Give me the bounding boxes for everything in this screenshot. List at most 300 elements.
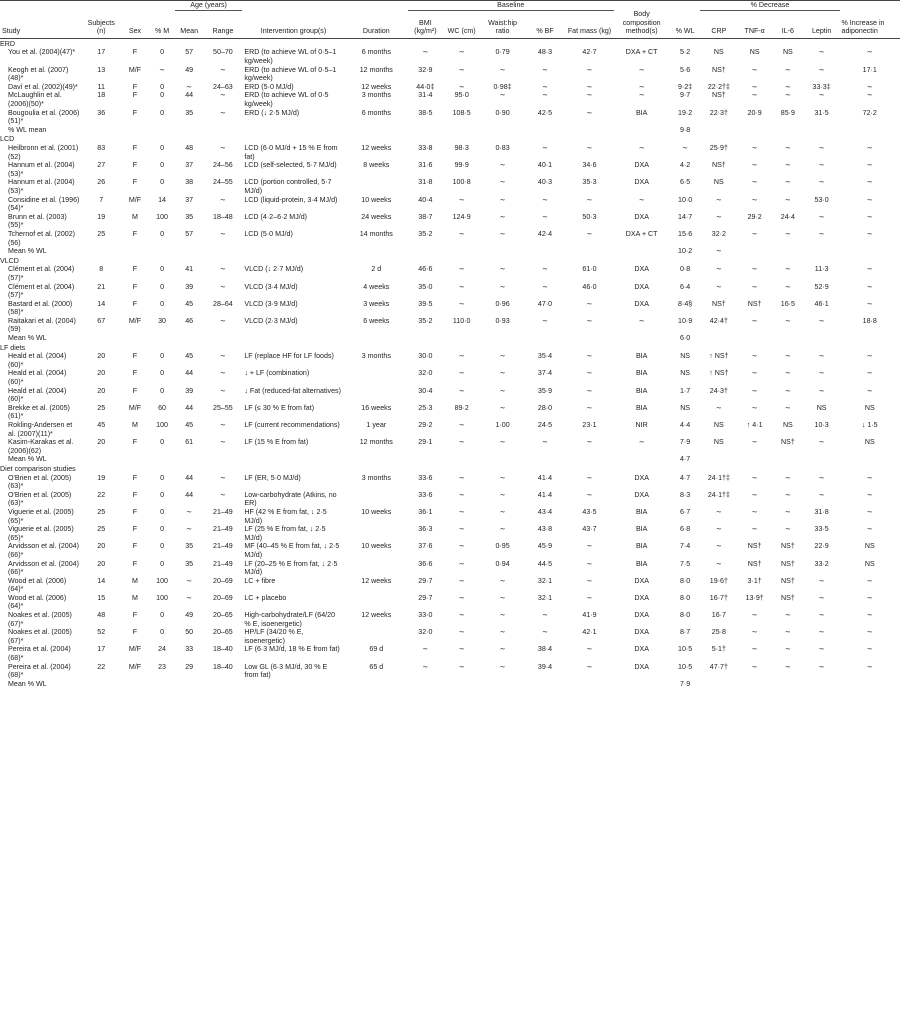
table-cell: ∼ bbox=[784, 265, 791, 274]
table-cell: DXA + CT bbox=[625, 48, 658, 57]
table-cell: 20 bbox=[97, 386, 106, 395]
table-cell: 0 bbox=[160, 108, 165, 117]
table-cell: 33 bbox=[185, 645, 194, 654]
table-cell: M bbox=[132, 576, 138, 585]
table-row bbox=[0, 438, 900, 455]
table-cell: 50·3 bbox=[582, 212, 597, 221]
table-cell: 41 bbox=[185, 265, 194, 274]
table-cell: F bbox=[132, 525, 138, 534]
table-cell: 44·0‡ bbox=[416, 82, 435, 91]
col-fat-mass: Fat mass (kg) bbox=[565, 10, 613, 38]
table-cell: 38 bbox=[185, 178, 194, 187]
table-cell: 10 weeks bbox=[361, 542, 392, 551]
table-cell: 45·9 bbox=[537, 542, 553, 551]
table-cell: 45 bbox=[97, 421, 106, 429]
table-cell: ∼ bbox=[422, 662, 429, 671]
table-cell: ∼ bbox=[458, 593, 465, 602]
table-cell: ∼ bbox=[751, 369, 758, 378]
table-cell: 10 weeks bbox=[361, 507, 392, 516]
table-cell: ∼ bbox=[751, 662, 758, 671]
table-cell: 72·2 bbox=[862, 108, 877, 117]
table-body bbox=[0, 38, 900, 688]
table-cell: 124·9 bbox=[452, 212, 471, 221]
table-cell: F bbox=[132, 507, 138, 516]
table-cell: M bbox=[132, 212, 138, 221]
table-cell: 6 months bbox=[361, 108, 391, 117]
table-cell: You et al. (2004)(47)* bbox=[8, 48, 76, 57]
table-cell: 21–49 bbox=[213, 542, 233, 551]
table-cell: 8·0 bbox=[679, 593, 691, 602]
table-cell: ∼ bbox=[784, 507, 791, 516]
table-cell: ∼ bbox=[818, 144, 825, 152]
table-cell: LF (25 % E from fat, ↓ 2·5 MJ/d) bbox=[244, 525, 326, 542]
table-cell: LF (≤ 30 % E from fat) bbox=[244, 403, 315, 412]
table-cell: 0 bbox=[160, 144, 165, 152]
table-cell: F bbox=[132, 229, 138, 238]
table-row bbox=[0, 369, 900, 386]
table-cell: ∼ bbox=[458, 386, 465, 395]
table-cell: 61·0 bbox=[582, 265, 597, 274]
table-cell: 44 bbox=[185, 473, 194, 482]
table-row bbox=[0, 109, 900, 126]
col-body-composition: Body composition method(s) bbox=[614, 10, 670, 38]
table-cell: ∼ bbox=[586, 645, 593, 654]
table-cell: 35 bbox=[185, 212, 194, 221]
table-cell: DXA bbox=[634, 299, 649, 308]
table-cell: ∼ bbox=[818, 576, 825, 585]
table-cell: 33·8 bbox=[418, 144, 433, 152]
table-row bbox=[0, 542, 900, 559]
table-cell: ∼ bbox=[638, 82, 645, 91]
table-cell: 41·9 bbox=[582, 611, 597, 620]
table-cell: ∼ bbox=[751, 178, 758, 187]
table-cell: 0 bbox=[160, 559, 165, 568]
table-cell: 60 bbox=[158, 403, 166, 412]
table-cell: ∼ bbox=[751, 490, 758, 499]
table-cell: NS† bbox=[711, 161, 726, 170]
table-cell: ∼ bbox=[751, 473, 758, 482]
table-cell: ∼ bbox=[458, 559, 465, 568]
col-duration: Duration bbox=[345, 10, 408, 38]
table-cell: Bougoulia et al. (2006)(51)* bbox=[8, 108, 80, 126]
table-cell: 19·6† bbox=[709, 576, 728, 585]
table-cell: ∼ bbox=[866, 48, 873, 57]
table-cell: 33·6 bbox=[418, 473, 433, 482]
table-cell: 44·5 bbox=[537, 559, 553, 568]
table-cell: 40·1 bbox=[537, 161, 553, 170]
table-cell: ∼ bbox=[751, 144, 758, 152]
table-cell: Davì et al. (2002)(49)* bbox=[8, 82, 78, 91]
table-cell: ∼ bbox=[219, 65, 226, 74]
col-age-range: Range bbox=[203, 10, 242, 38]
table-cell: 0 bbox=[160, 178, 165, 187]
table-cell: ∼ bbox=[499, 161, 506, 170]
table-cell: ∼ bbox=[866, 525, 873, 534]
table-cell: ∼ bbox=[219, 265, 226, 274]
table-cell: 46·1 bbox=[814, 299, 829, 308]
table-row bbox=[0, 387, 900, 404]
table-cell: NS† bbox=[780, 593, 795, 602]
table-cell: 42·1 bbox=[582, 628, 597, 637]
table-cell: 16·7 bbox=[711, 611, 726, 620]
table-cell: ∼ bbox=[499, 369, 506, 378]
table-cell: NS bbox=[749, 48, 760, 57]
table-cell: 30 bbox=[158, 316, 166, 325]
table-cell: Viguerie et al. (2005)(65)* bbox=[8, 525, 74, 542]
table-cell: 29·2 bbox=[418, 421, 433, 429]
table-cell: ∼ bbox=[458, 628, 465, 637]
table-cell: ∼ bbox=[784, 611, 791, 620]
table-cell: ∼ bbox=[715, 195, 722, 204]
table-cell: 0 bbox=[160, 369, 165, 378]
table-cell: ∼ bbox=[159, 65, 166, 74]
table-cell: 43·4 bbox=[537, 507, 553, 516]
table-cell: ∼ bbox=[751, 265, 758, 274]
table-cell: ∼ bbox=[866, 628, 873, 637]
table-cell: ∼ bbox=[458, 421, 465, 429]
table-cell: Pereira et al. (2004)(68)* bbox=[8, 662, 71, 680]
table-cell: F bbox=[132, 161, 138, 170]
table-cell: 20 bbox=[97, 542, 106, 551]
table-cell: ∼ bbox=[458, 490, 465, 499]
table-cell: F bbox=[132, 178, 138, 187]
table-cell: ∼ bbox=[458, 473, 465, 482]
table-cell: F bbox=[132, 82, 138, 91]
table-cell: Heald et al. (2004)(60)* bbox=[8, 369, 67, 387]
table-cell: 49 bbox=[185, 611, 194, 620]
table-cell: ∼ bbox=[458, 645, 465, 654]
table-cell: 10·5 bbox=[678, 662, 693, 671]
section-title: Diet comparison studies bbox=[0, 464, 76, 473]
table-cell: 36·6 bbox=[418, 559, 433, 568]
table-cell: ∼ bbox=[542, 195, 548, 204]
table-cell: 23·1 bbox=[582, 421, 597, 429]
table-cell: 35 bbox=[185, 108, 194, 117]
table-cell: 100 bbox=[156, 421, 168, 429]
table-cell: 25 bbox=[97, 507, 106, 516]
table-cell: NS† bbox=[747, 559, 762, 568]
table-cell: 20 bbox=[97, 438, 106, 447]
table-cell: 26 bbox=[97, 178, 106, 187]
table-cell: 41·4 bbox=[537, 490, 553, 499]
table-cell: 45 bbox=[185, 299, 194, 308]
table-cell: 108·5 bbox=[452, 108, 471, 117]
table-cell: HF (42 % E from fat, ↓ 2·5 MJ/d) bbox=[244, 507, 327, 525]
table-cell: ∼ bbox=[586, 593, 593, 602]
table-cell: 44 bbox=[185, 490, 194, 499]
table-cell: 39·5 bbox=[418, 299, 433, 308]
table-cell: 0 bbox=[160, 82, 165, 91]
table-cell: ∼ bbox=[458, 507, 465, 516]
table-cell: ∼ bbox=[784, 473, 791, 482]
table-cell bbox=[345, 628, 408, 645]
header-group-row bbox=[0, 1, 900, 11]
table-cell: Arvidsson et al. (2004)(66)* bbox=[8, 542, 79, 559]
table-cell: ∼ bbox=[542, 611, 548, 620]
table-cell: 29·7 bbox=[418, 576, 433, 585]
table-cell: ∼ bbox=[866, 593, 873, 602]
table-cell: 42·5 bbox=[537, 108, 553, 117]
table-cell: 0 bbox=[160, 91, 165, 100]
table-cell: Rokling-Andersen et al. (2007)(11)* bbox=[8, 421, 73, 438]
table-cell: 46·6 bbox=[418, 265, 433, 274]
table-cell: 69 d bbox=[369, 645, 384, 654]
col-intervention: Intervention group(s) bbox=[242, 10, 344, 38]
table-cell: ∼ bbox=[638, 195, 645, 204]
table-cell: 0 bbox=[160, 438, 165, 447]
table-cell: DXA bbox=[634, 593, 649, 602]
table-cell: 20 bbox=[97, 369, 106, 378]
table-cell: Hannum et al. (2004)(53)* bbox=[8, 178, 75, 195]
col-tnf: TNF-α bbox=[737, 10, 772, 38]
table-cell bbox=[345, 594, 408, 611]
col-age-mean: Mean bbox=[175, 10, 204, 38]
table-cell: ∼ bbox=[866, 82, 873, 91]
table-cell: ∼ bbox=[219, 195, 226, 204]
table-cell: F bbox=[132, 108, 138, 117]
table-cell: ∼ bbox=[542, 82, 548, 91]
table-cell: 100 bbox=[156, 593, 168, 602]
table-cell: ∼ bbox=[586, 229, 593, 238]
table-cell: ∼ bbox=[499, 65, 506, 74]
table-cell: ∼ bbox=[818, 593, 825, 602]
table-cell: NS† bbox=[780, 542, 795, 551]
table-cell: ∼ bbox=[542, 212, 548, 221]
table-cell: ∼ bbox=[458, 611, 465, 620]
table-cell: ↑ 4·1 bbox=[746, 421, 763, 429]
table-cell: 1 year bbox=[366, 421, 387, 429]
table-cell: ∼ bbox=[586, 144, 593, 152]
table-cell: 29·7 bbox=[418, 593, 433, 602]
table-cell: ∼ bbox=[866, 507, 873, 516]
table-cell: 41·4 bbox=[537, 473, 553, 482]
table-cell: ∼ bbox=[866, 299, 873, 308]
table-cell: F bbox=[132, 144, 138, 152]
table-cell: 12 weeks bbox=[361, 611, 392, 620]
table-cell: 6·4 bbox=[679, 282, 691, 291]
table-cell: NS bbox=[680, 369, 691, 378]
table-cell: LCD (portion controlled, 5·7 MJ/d) bbox=[244, 178, 332, 195]
table-cell: 18–40 bbox=[213, 645, 233, 654]
table-cell bbox=[345, 525, 408, 542]
col-crp: CRP bbox=[700, 10, 737, 38]
table-cell: 31·8 bbox=[814, 507, 829, 516]
table-cell: F bbox=[132, 369, 138, 378]
table-cell: 30·4 bbox=[418, 386, 433, 395]
table-cell: NS† bbox=[747, 299, 762, 308]
table-cell: 25 bbox=[97, 229, 106, 238]
table-cell: 6·8 bbox=[679, 525, 691, 534]
table-cell: ∼ bbox=[586, 438, 593, 447]
table-cell: ∼ bbox=[866, 178, 873, 187]
table-cell: 28·0 bbox=[537, 403, 553, 412]
table-cell: ∼ bbox=[818, 628, 825, 637]
table-cell: ∼ bbox=[784, 628, 791, 637]
table-cell: F bbox=[132, 299, 138, 308]
mean-value: 4·7 bbox=[679, 455, 691, 464]
table-cell: 10·9 bbox=[678, 316, 693, 325]
mean-label: Mean % WL bbox=[8, 679, 47, 688]
table-cell: ∼ bbox=[866, 229, 873, 238]
table-cell: 48 bbox=[97, 611, 106, 620]
table-cell: ∼ bbox=[586, 82, 593, 91]
table-cell: 100 bbox=[156, 212, 168, 221]
table-cell: ∼ bbox=[458, 48, 465, 57]
table-row bbox=[0, 66, 900, 83]
section-header bbox=[0, 134, 900, 144]
table-cell: Noakes et al. (2005)(67)* bbox=[8, 611, 72, 628]
table-cell: 3·1† bbox=[747, 576, 762, 585]
table-row bbox=[0, 48, 900, 65]
table-cell: ∼ bbox=[751, 161, 758, 170]
table-cell: ∼ bbox=[715, 265, 722, 274]
table-cell: ∼ bbox=[542, 316, 548, 325]
table-row bbox=[0, 283, 900, 300]
table-cell: 33·3‡ bbox=[812, 82, 831, 91]
table-cell: ↓ Fat (reduced-fat alternatives) bbox=[244, 386, 341, 395]
table-cell: 24·3† bbox=[709, 386, 728, 395]
table-cell: DXA bbox=[634, 490, 649, 499]
table-cell: 31·5 bbox=[814, 108, 829, 117]
table-cell: 48 bbox=[185, 144, 194, 152]
mean-extra bbox=[700, 334, 737, 343]
table-cell: 25·8 bbox=[711, 628, 726, 637]
table-cell: 24–56 bbox=[213, 161, 233, 170]
table-cell: ∼ bbox=[784, 195, 791, 204]
table-cell: BIA bbox=[635, 108, 648, 117]
table-cell: 44 bbox=[185, 91, 194, 100]
table-cell: ∼ bbox=[818, 645, 825, 654]
table-cell: Clément et al. (2004)(57)* bbox=[8, 265, 75, 282]
table-cell: 25–55 bbox=[213, 403, 233, 412]
table-cell: ∼ bbox=[458, 229, 465, 238]
table-cell: 12 months bbox=[359, 438, 393, 447]
table-cell: ∼ bbox=[818, 473, 825, 482]
table-cell bbox=[345, 491, 408, 508]
table-cell: Considine et al. (1996)(54)* bbox=[8, 195, 80, 213]
table-cell: F bbox=[132, 542, 138, 551]
table-cell: ∼ bbox=[499, 645, 506, 654]
table-cell: 43·8 bbox=[537, 525, 553, 534]
table-cell: 46 bbox=[185, 316, 194, 325]
table-cell: ∼ bbox=[751, 91, 758, 100]
table-cell: ∼ bbox=[751, 229, 758, 238]
table-cell: NS bbox=[864, 403, 875, 412]
table-cell: ∼ bbox=[751, 282, 758, 291]
table-cell: ∼ bbox=[818, 48, 825, 57]
table-cell: 43·5 bbox=[582, 507, 597, 516]
table-cell: 20 bbox=[97, 559, 106, 568]
table-cell: 35·9 bbox=[537, 386, 553, 395]
table-cell: ∼ bbox=[818, 65, 825, 74]
table-cell: 22 bbox=[97, 662, 106, 671]
table-cell: ∼ bbox=[638, 65, 645, 74]
table-cell: 0 bbox=[160, 525, 165, 534]
table-cell: 57 bbox=[185, 48, 194, 57]
table-cell: ∼ bbox=[638, 316, 645, 325]
table-cell: ↑ NS† bbox=[709, 369, 729, 378]
table-cell: LCD (4·2–6·2 MJ/d) bbox=[244, 212, 308, 221]
table-cell: F bbox=[132, 91, 138, 100]
table-cell: NS bbox=[713, 178, 724, 187]
table-cell: ∼ bbox=[866, 91, 873, 100]
table-cell: DXA bbox=[634, 611, 649, 620]
table-cell: Keogh et al. (2007)(48)* bbox=[8, 65, 69, 83]
table-cell: ∼ bbox=[866, 473, 873, 482]
table-cell: ∼ bbox=[784, 525, 791, 534]
table-cell: 21 bbox=[97, 282, 106, 291]
table-cell: 25 bbox=[97, 525, 106, 534]
table-row bbox=[0, 91, 900, 108]
table-cell: 0 bbox=[160, 352, 165, 361]
table-cell: 35·0 bbox=[418, 282, 433, 291]
table-cell: McLaughlin et al. (2006)(50)* bbox=[8, 91, 62, 109]
table-cell: 0·79 bbox=[495, 48, 510, 57]
table-cell: M/F bbox=[128, 65, 142, 74]
table-cell: ∼ bbox=[866, 386, 873, 395]
table-row bbox=[0, 352, 900, 369]
table-cell: F bbox=[132, 265, 138, 274]
mean-value: 6·0 bbox=[679, 334, 691, 343]
table-cell: 46·0 bbox=[582, 282, 597, 291]
table-cell: NS bbox=[864, 438, 875, 447]
age-group-header: Age (years) bbox=[175, 1, 243, 11]
table-cell: ∼ bbox=[586, 352, 593, 361]
table-cell: 48·3 bbox=[537, 48, 553, 57]
table-cell: 20–69 bbox=[213, 593, 233, 602]
baseline-group-header: Baseline bbox=[408, 1, 614, 11]
table-cell: Noakes et al. (2005)(67)* bbox=[8, 628, 72, 645]
table-cell: 1·7 bbox=[679, 386, 691, 395]
table-cell: ∼ bbox=[458, 282, 465, 291]
table-cell: 47·7† bbox=[709, 662, 728, 671]
table-cell: ∼ bbox=[499, 507, 506, 516]
table-cell bbox=[345, 369, 408, 386]
table-cell: 19 bbox=[97, 212, 106, 221]
col-il6: IL-6 bbox=[772, 10, 804, 38]
table-row bbox=[0, 645, 900, 662]
table-cell: ∼ bbox=[542, 628, 548, 637]
table-cell: ∼ bbox=[586, 559, 593, 568]
table-cell: Clément et al. (2004)(57)* bbox=[8, 282, 75, 300]
table-cell bbox=[345, 560, 408, 577]
table-cell: ∼ bbox=[499, 91, 506, 100]
table-cell: ∼ bbox=[751, 65, 758, 74]
table-cell: 0·83 bbox=[495, 144, 510, 152]
table-cell: 99·9 bbox=[454, 161, 469, 170]
table-cell: 12 weeks bbox=[361, 82, 392, 91]
table-cell: ∼ bbox=[458, 542, 465, 551]
table-cell: LCD (6·0 MJ/d + 15 % E from fat) bbox=[244, 144, 338, 161]
table-cell: DXA bbox=[634, 282, 649, 291]
table-cell: ∼ bbox=[542, 65, 548, 74]
table-cell: ∼ bbox=[186, 593, 193, 602]
table-cell: ∼ bbox=[818, 611, 825, 620]
table-cell: 29·2 bbox=[747, 212, 762, 221]
table-cell: 29 bbox=[185, 662, 194, 671]
section-header bbox=[0, 256, 900, 266]
table-cell: 11 bbox=[97, 82, 105, 91]
table-cell: 23 bbox=[158, 662, 166, 671]
table-cell: F bbox=[132, 490, 138, 499]
table-cell: ∼ bbox=[458, 65, 465, 74]
table-cell: ∼ bbox=[186, 576, 193, 585]
table-cell: M bbox=[132, 421, 138, 429]
mean-value: 7·9 bbox=[679, 679, 691, 688]
table-row bbox=[0, 213, 900, 230]
table-cell: 17·1 bbox=[862, 65, 877, 74]
table-cell: LF (current recommendations) bbox=[244, 421, 340, 429]
